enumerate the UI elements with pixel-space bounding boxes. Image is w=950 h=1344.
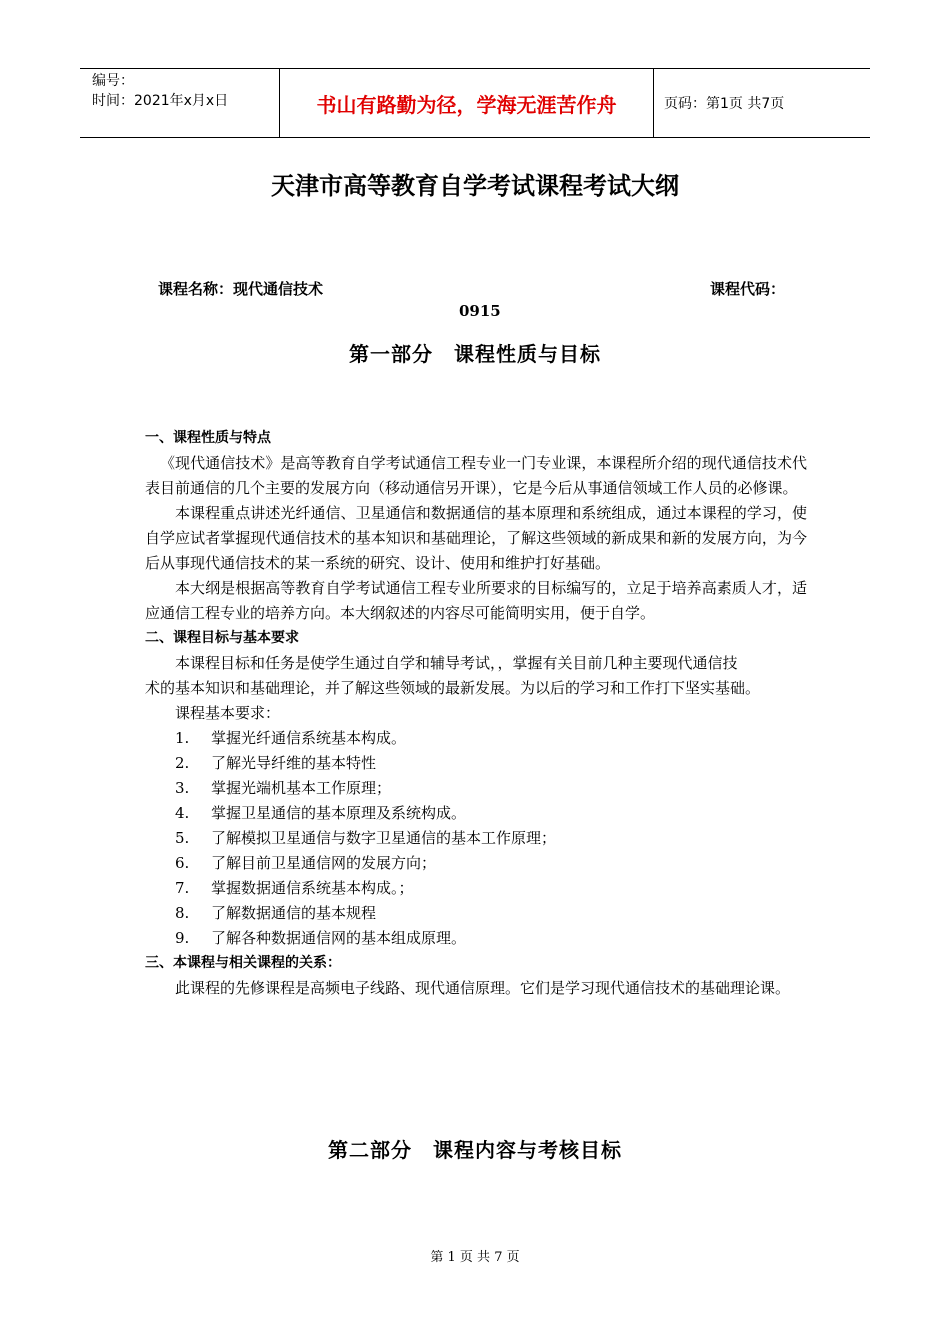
section1-para3: 本大纲是根据高等教育自学考试通信工程专业所要求的目标编写的，立足于培养高素质人才，适应通信工程专业的培养方向。本大纲叙述的内容尽可能简明实用，便于自学。 [145,579,807,622]
course-name: 课程名称：现代通信技术 [158,280,324,298]
requirements-label: 课程基本要求： [175,704,281,722]
list-item: 3. 掌握光端机基本工作原理； [175,779,392,797]
section3-para: 此课程的先修课程是高频电子线路、现代通信原理。它们是学习现代通信技术的基础理论课。 [175,979,791,997]
section3-heading: 三、本课程与相关课程的关系： [145,955,341,971]
section2-heading: 二、课程目标与基本要求 [145,630,299,646]
list-item: 5. 了解模拟卫星通信与数字卫星通信的基本工作原理； [175,829,557,847]
header-motto: 书山有路勤为径，学海无涯苦作舟 [280,69,654,137]
number-label: 编号： [92,73,134,89]
list-item: 8. 了解数据通信的基本规程 [175,904,377,922]
document-title: 天津市高等教育自学考试课程考试大纲 [271,172,679,200]
section2-line1: 本课程目标和任务是使学生通过自学和辅导考试，，掌握有关目前几种主要现代通信技 [175,654,738,672]
section1-para2: 本课程重点讲述光纤通信、卫星通信和数据通信的基本原理和系统组成，通过本课程的学习，使自学应试者掌握现代通信技术的基本知识和基础理论，了解这些领域的新成果和新的发展方向，为今后从事现代通信技术的某一系统的研究、设计、使用和维护打好基础。 [145,504,807,572]
document-header [80,68,870,138]
section2-line2: 术的基本知识和基础理论，并了解这些领域的最新发展。为以后的学习和工作打下坚实基础。 [145,679,761,697]
course-code-label: 课程代码： [710,280,786,298]
part1-title: 第一部分 课程性质与目标 [349,342,601,366]
document-body [145,426,807,1001]
part2-title: 第二部分 课程内容与考核目标 [328,1138,622,1162]
list-item: 6. 了解目前卫星通信网的发展方向； [175,854,437,872]
list-item: 2. 了解光导纤维的基本特性 [175,754,377,772]
time-label: 时间：2021年x月x日 [92,93,229,109]
list-item: 9. 了解各种数据通信网的基本组成原理。 [175,929,467,947]
list-item: 4. 掌握卫星通信的基本原理及系统构成。 [175,804,467,822]
section1-heading: 一、课程性质与特点 [145,430,271,446]
header-page-info: 页码：第1页 共7页 [664,96,785,112]
list-item: 1. 掌握光纤通信系统基本构成。 [175,729,407,747]
course-code: 0915 [459,302,501,320]
page-footer: 第 1 页 共 7 页 [430,1250,520,1265]
requirements-list [145,726,807,951]
list-item: 7. 掌握数据通信系统基本构成。； [175,879,414,897]
header-meta [80,69,280,137]
section1-para1: 《现代通信技术》是高等教育自学考试通信工程专业一门专业课，本课程所介绍的现代通信技术代表目前通信的几个主要的发展方向（移动通信另开课），它是今后从事通信领域工作人员的必修课。 [145,454,807,497]
